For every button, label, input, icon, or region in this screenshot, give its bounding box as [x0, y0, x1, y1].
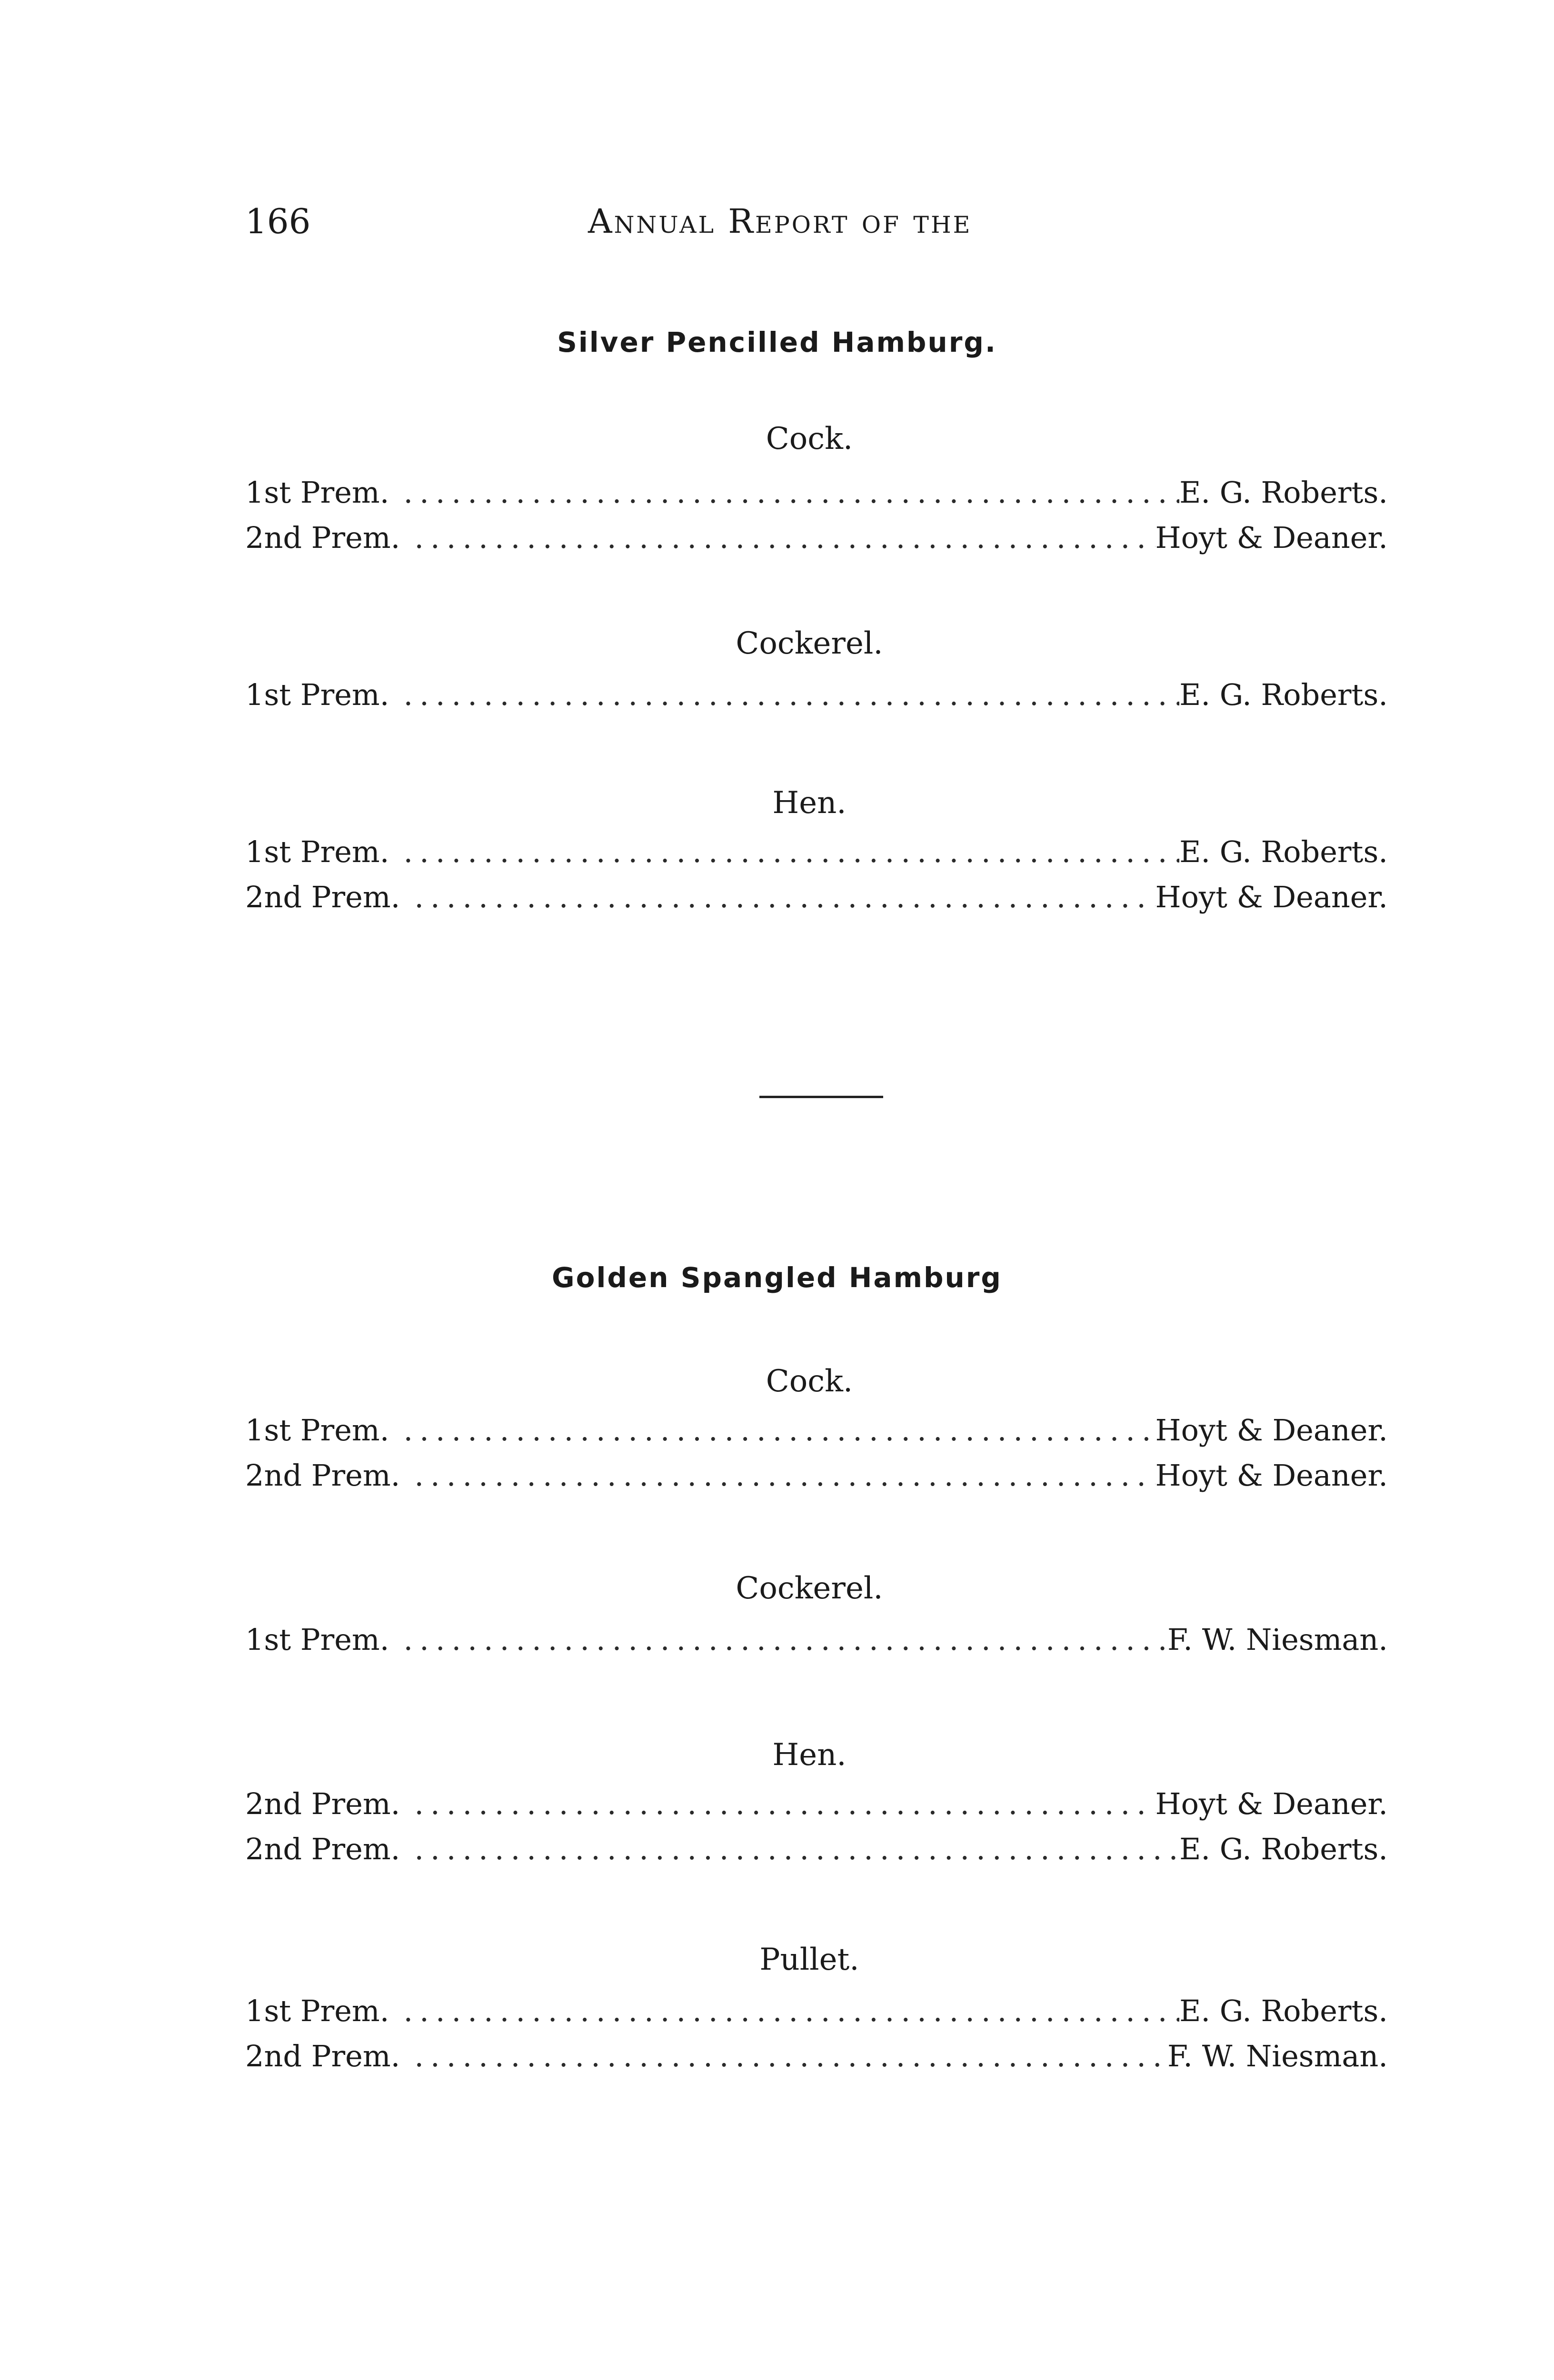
running-head	[245, 198, 1388, 250]
dot-leader	[403, 471, 1179, 514]
prize-entry	[245, 1409, 1388, 1452]
prize-entry	[245, 2035, 1388, 2078]
prize-winner: Hoyt & Deaner.	[1155, 1786, 1388, 1821]
breed-title-golden-spangled-hamburg: Golden Spangled Hamburg	[552, 1261, 1002, 1294]
prize-place: 1st Prem.	[245, 834, 389, 869]
running-title: Annual Report of the	[588, 202, 972, 241]
class-title-cock: Cock.	[766, 421, 853, 456]
prize-place: 1st Prem.	[245, 1622, 389, 1657]
prize-entry	[245, 1454, 1388, 1497]
prize-winner: Hoyt & Deaner.	[1155, 880, 1388, 914]
prize-place: 2nd Prem.	[245, 2039, 400, 2073]
class-title-hen: Hen.	[772, 785, 847, 821]
prize-place: 2nd Prem.	[245, 1832, 400, 1866]
dot-leader	[403, 1990, 1179, 2033]
prize-place: 1st Prem.	[245, 677, 389, 712]
prize-entry	[245, 1990, 1388, 2033]
prize-winner: F. W. Niesman.	[1167, 2039, 1388, 2073]
dot-leader	[414, 2035, 1167, 2078]
class-title-hen: Hen.	[772, 1737, 847, 1773]
class-title-cockerel: Cockerel.	[736, 1571, 883, 1606]
dot-leader	[403, 1409, 1155, 1452]
prize-place: 1st Prem.	[245, 1993, 389, 2028]
dot-leader	[414, 876, 1155, 919]
prize-winner: E. G. Roberts.	[1179, 834, 1388, 869]
prize-entry	[245, 471, 1388, 514]
class-title-cock: Cock.	[766, 1364, 853, 1399]
prize-winner: Hoyt & Deaner.	[1155, 1413, 1388, 1448]
prize-winner: E. G. Roberts.	[1179, 1993, 1388, 2028]
prize-winner: Hoyt & Deaner.	[1155, 520, 1388, 555]
dot-leader	[414, 1454, 1155, 1497]
prize-winner: E. G. Roberts.	[1179, 1832, 1388, 1866]
prize-entry	[245, 1828, 1388, 1871]
prize-place: 2nd Prem.	[245, 1786, 400, 1821]
dot-leader	[403, 1618, 1167, 1661]
class-title-cockerel: Cockerel.	[736, 626, 883, 661]
prize-winner: E. G. Roberts.	[1179, 677, 1388, 712]
class-title-pullet: Pullet.	[759, 1942, 859, 1977]
prize-place: 2nd Prem.	[245, 520, 400, 555]
prize-entry	[245, 1783, 1388, 1825]
prize-winner: Hoyt & Deaner.	[1155, 1458, 1388, 1493]
prize-winner: F. W. Niesman.	[1167, 1622, 1388, 1657]
dot-leader	[403, 674, 1179, 716]
prize-place: 2nd Prem.	[245, 1458, 400, 1493]
dot-leader	[414, 516, 1155, 559]
prize-entry	[245, 831, 1388, 873]
prize-entry	[245, 674, 1388, 716]
dot-leader	[414, 1828, 1179, 1871]
prize-place: 1st Prem.	[245, 1413, 389, 1448]
prize-entry	[245, 516, 1388, 559]
prize-place: 1st Prem.	[245, 475, 389, 510]
page-number: 166	[245, 201, 311, 241]
breed-title-silver-pencilled-hamburg: Silver Pencilled Hamburg.	[557, 326, 997, 358]
prize-place: 2nd Prem.	[245, 880, 400, 914]
prize-winner: E. G. Roberts.	[1179, 475, 1388, 510]
prize-entry	[245, 1618, 1388, 1661]
dot-leader	[403, 831, 1179, 873]
dot-leader	[414, 1783, 1155, 1825]
prize-entry	[245, 876, 1388, 919]
section-divider	[759, 1096, 883, 1098]
